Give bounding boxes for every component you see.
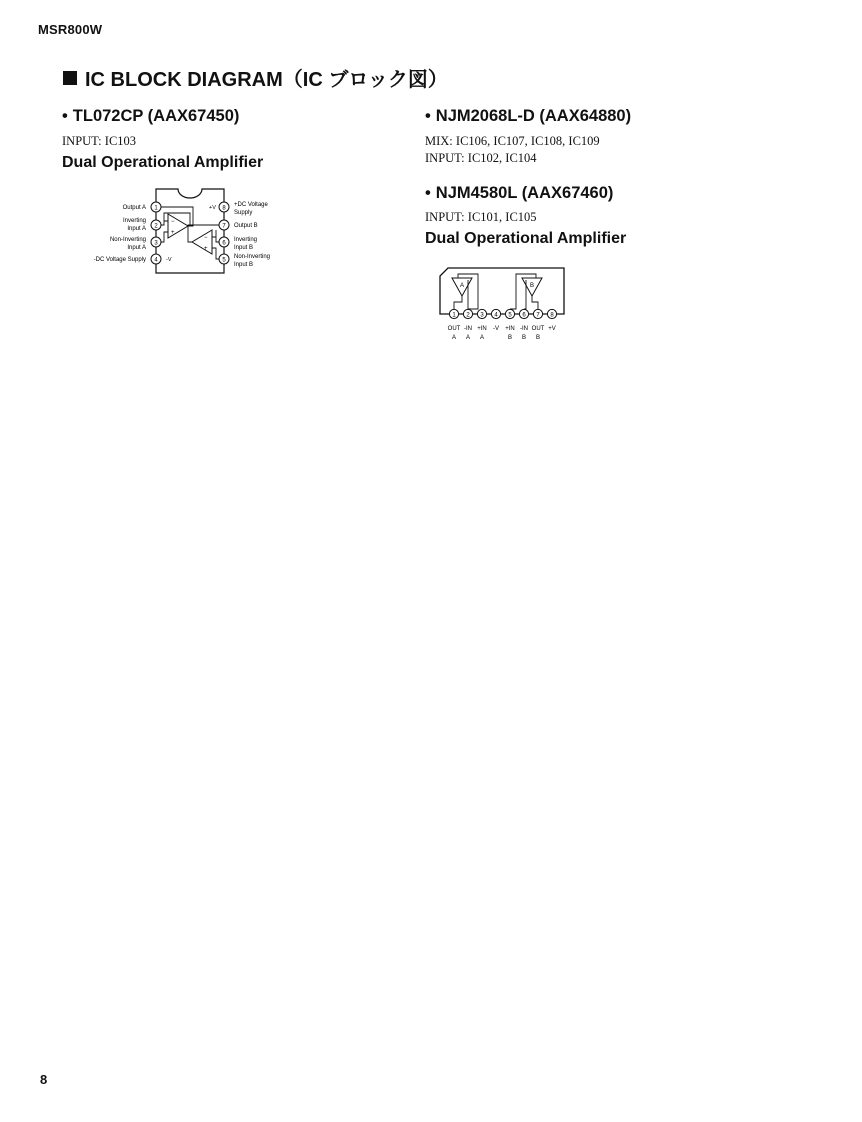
svg-text:8: 8 — [222, 205, 226, 212]
svg-text:7: 7 — [222, 223, 226, 230]
njm2068-part-heading — [425, 107, 631, 126]
svg-text:4: 4 — [494, 312, 498, 319]
tl072-pin-4 — [151, 254, 161, 264]
svg-text:A: A — [479, 335, 485, 341]
svg-text:3: 3 — [480, 312, 484, 319]
label-output-b: Output B — [234, 223, 258, 229]
svg-text:Input B: Input B — [234, 262, 254, 268]
njm4580-description: Dual Operational Amplifier — [425, 230, 627, 247]
tl072-pin-2 — [151, 220, 161, 230]
svg-text:3: 3 — [154, 240, 158, 247]
njm-amp-b — [510, 274, 542, 309]
label-output-a: Output A — [122, 205, 146, 211]
svg-text:A: A — [459, 283, 465, 289]
page-number: 8 — [40, 1072, 48, 1087]
svg-text:B: B — [529, 283, 535, 289]
svg-text:+IN: +IN — [505, 326, 515, 332]
njm-amp-a — [452, 274, 478, 309]
section-title — [63, 63, 448, 92]
tl072-amp-b — [188, 225, 219, 259]
svg-text:B: B — [535, 335, 541, 341]
section-title-text: IC BLOCK DIAGRAM（IC ブロック図） — [85, 69, 448, 91]
svg-text:5: 5 — [222, 257, 226, 264]
svg-text:1: 1 — [154, 205, 158, 212]
svg-text:6: 6 — [222, 240, 226, 247]
svg-text:B: B — [521, 335, 527, 341]
svg-text:−: − — [171, 219, 175, 225]
model-name: MSR800W — [38, 22, 103, 37]
svg-text:Input A: Input A — [127, 226, 146, 232]
tl072-pinout-diagram — [78, 186, 288, 278]
tl072-pin-7 — [219, 220, 229, 230]
tl072-pin-6 — [219, 237, 229, 247]
tl072-pin-5 — [219, 254, 229, 264]
svg-text:6: 6 — [522, 312, 526, 319]
svg-text:+DC Voltage: +DC Voltage — [234, 202, 268, 208]
njm4580-input: INPUT: IC101, IC105 — [425, 210, 537, 224]
svg-text:Non-Inverting: Non-Inverting — [234, 254, 271, 260]
njm-pin-labels — [448, 326, 556, 341]
njm4580-part-heading — [425, 184, 613, 203]
svg-text:OUT: OUT — [447, 326, 461, 332]
bullet-icon: • — [425, 107, 431, 125]
svg-text:Supply: Supply — [234, 210, 253, 216]
njm2068-part-label: NJM2068L-D (AAX64880) — [435, 107, 632, 125]
svg-text:-IN: -IN — [520, 326, 528, 332]
svg-text:Input A: Input A — [127, 245, 146, 251]
tl072-pin-8 — [219, 202, 229, 212]
svg-text:OUT: OUT — [531, 326, 545, 332]
svg-text:Input B: Input B — [234, 245, 254, 251]
svg-text:A: A — [465, 335, 471, 341]
svg-text:1: 1 — [452, 312, 456, 319]
tl072-part-label: TL072CP (AAX67450) — [72, 107, 240, 125]
svg-text:8: 8 — [550, 312, 554, 319]
njm2068-mix: MIX: IC106, IC107, IC108, IC109 — [425, 134, 600, 148]
svg-text:−: − — [204, 235, 208, 241]
svg-text:5: 5 — [508, 312, 512, 319]
njm4580-part-label: NJM4580L (AAX67460) — [435, 184, 614, 202]
svg-text:2: 2 — [154, 223, 158, 230]
njm-pinout-diagram — [436, 266, 568, 344]
svg-text:+: + — [171, 230, 175, 236]
bullet-icon: • — [425, 184, 431, 202]
svg-text:-V: -V — [493, 326, 499, 332]
svg-text:Inverting: Inverting — [122, 218, 146, 224]
tl072-part-heading — [62, 107, 239, 126]
svg-text:7: 7 — [536, 312, 540, 319]
bullet-icon: • — [62, 107, 68, 125]
tl072-input: INPUT: IC103 — [62, 134, 137, 148]
svg-text:+: + — [204, 246, 208, 252]
svg-text:4: 4 — [154, 257, 158, 264]
svg-text:2: 2 — [466, 312, 470, 319]
tl072-pin-1 — [151, 202, 161, 212]
svg-text:Non-Inverting: Non-Inverting — [109, 237, 146, 243]
svg-text:+V: +V — [548, 326, 556, 332]
tl072-pin-3 — [151, 237, 161, 247]
svg-text:-IN: -IN — [464, 326, 472, 332]
svg-text:Inverting: Inverting — [234, 237, 258, 243]
svg-text:B: B — [507, 335, 513, 341]
svg-text:+IN: +IN — [477, 326, 487, 332]
njm2068-input: INPUT: IC102, IC104 — [425, 151, 537, 165]
svg-text:+V: +V — [209, 205, 216, 211]
square-bullet-icon — [63, 71, 77, 85]
tl072-description: Dual Operational Amplifier — [62, 154, 264, 171]
svg-text:-V: -V — [166, 257, 172, 263]
svg-text:A: A — [451, 335, 457, 341]
label-vs-minus: -DC Voltage Supply — [93, 257, 146, 263]
